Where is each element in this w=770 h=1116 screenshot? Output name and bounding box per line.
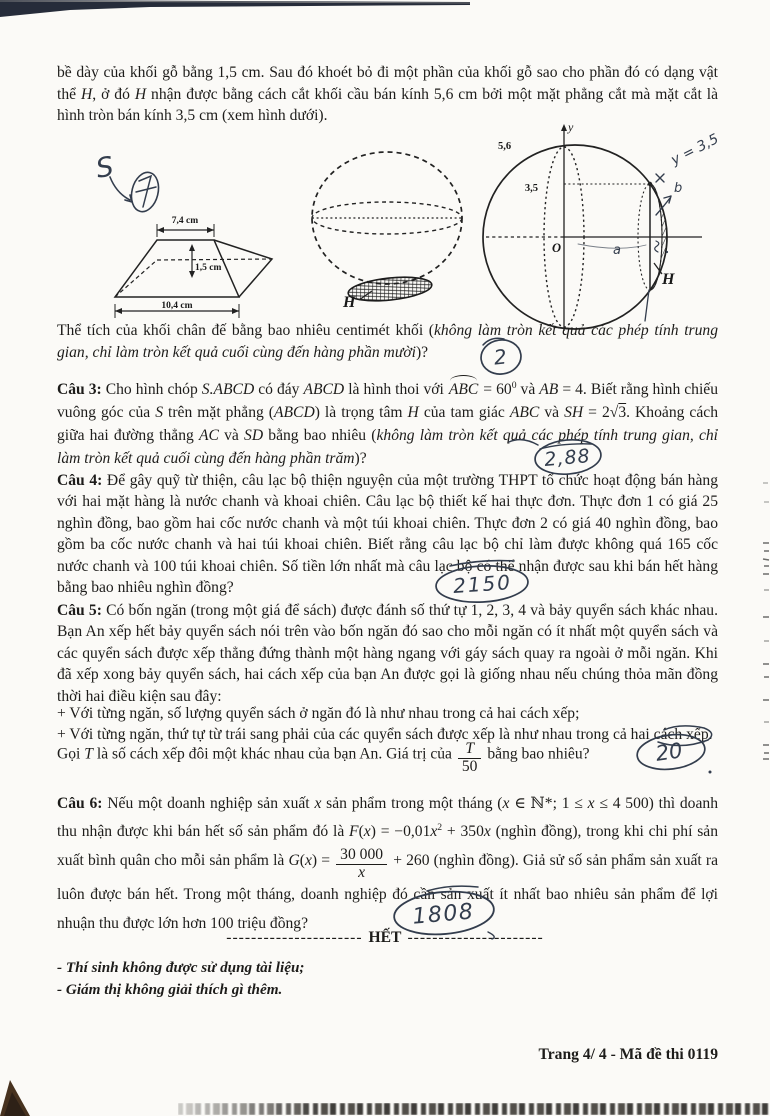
question-4-paragraph: Câu 4: Để gây quỹ từ thiện, câu lạc bộ thiện nguyện của một trường THPT tổ chức hoạt động bán hàng với hai mặt hàng là nước chanh và khoai chiên. Câu lạc bộ thiết kế hai thực đơn. Thực đơn 1 có giá 25 nghìn đồng, bao gồm hai cốc nước chanh và một túi khoai chiên. Thực đơn 2 có giá 40 nghìn đồng, bao gồm ba cốc nước chanh và hai túi khoai chiên. Biết rằng câu lạc bộ chỉ làm được không quá 165 cốc nước chanh và 100 túi khoai chiên. Số tiền lớn nhất mà câu lạc bộ có thể nhận được sau khi bán hết hàng bằng bao nhiêu nghìn đồng? (57, 472, 718, 597)
question-3-paragraph: Câu 3: Cho hình chóp S.ABCD có đáy ABCD là hình thoi với ABC = $60^0$ và AB = 4. Biết rằng hình chiếu vuông góc của S trên mặt phẳng (ABCD) là trọng tâm H của tam giác ABC và SH = 2√3. Khoảng cách giữa hai đường thẳng AC và SD bằng bao nhiêu (không làm tròn kết quả các phép tính trung gian, chỉ làm tròn kết quả cuối cùng đến hàng phần trăm)? (57, 377, 718, 470)
pen-underline-q6 (427, 886, 478, 891)
pedestal-thickness-label: 1,5 cm (195, 263, 222, 273)
question-5-bullet-2: + Với từng ngăn, thứ tự từ trái sang phải của các quyển sách được xếp là như nhau trong cả hai cách xếp. (57, 726, 713, 743)
intro-paragraph: bề dày của khối gỗ bằng 1,5 cm. Sau đó khoét bỏ đi một phần của khối gỗ sao cho phần đó có dạng vật thể H, ở đó H nhận được bằng cách cắt khối cầu bán kính 5,6 cm bởi một mặt phẳng cắt mà mặt cắt là hình tròn bán kính 3,5 cm (xem hình dưới). (57, 64, 718, 124)
origin-label: O (552, 241, 562, 255)
pen-underline-q3 (540, 444, 592, 449)
sphere-cap-label: H (343, 294, 356, 311)
pedestal-top-width-label: 7,4 cm (171, 216, 199, 226)
svg-text:1808: 1808 (411, 899, 476, 930)
svg-text:20: 20 (654, 738, 684, 766)
y-axis-label: y (568, 120, 574, 134)
page-number-label: Trang 4/ 4 - Mã đề thi 0119 (538, 1046, 718, 1063)
scan-bottom-smudge (178, 1103, 770, 1115)
pen-oval-bullet2 (658, 726, 712, 746)
volume-question-paragraph: Thể tích của khối chân đế bằng bao nhiêu centimét khối (không làm tròn kết quả các phép tính trung gian, chỉ làm tròn kết quả cuối cùng đến hàng phần mười)? (57, 322, 718, 361)
question-5-paragraph: Câu 5: Có bốn ngăn (trong một giá để sách) được đánh số thứ tự 1, 2, 3, 4 và bảy quyển sách khác nhau. Bạn An xếp hết bảy quyển sách nói trên vào bốn ngăn đó sao cho mỗi ngăn có ít nhất một quyển sách và các quyển sách được xếp thẳng đứng thành một hàng ngang với gáy sách quay ra ngoài ở mỗi ngăn. Khi đã xếp xong bảy quyển sách, hai cách xếp của bạn An được gọi là giống nhau nếu chúng thỏa mãn đồng thời hai điều kiện sau đây: (57, 602, 718, 705)
svg-text:2: 2 (492, 344, 508, 370)
handwritten-y-equals: y = 3,5 (668, 131, 722, 169)
dashes-left: ---------------------- (226, 929, 363, 946)
handwritten-s: S (93, 151, 116, 185)
question-5-final-line: Gọi T là số cách xếp đôi một khác nhau của bạn An. Giá trị của $\frac{T}{50}$ bằng bao nhiêu? (57, 740, 590, 775)
radius-label: 5,6 (498, 141, 512, 152)
het-label: HẾT (368, 929, 402, 946)
scan-edge-ticks (763, 483, 769, 759)
handwritten-b: b (674, 181, 683, 196)
question-6-paragraph: Câu 6: Nếu một doanh nghiệp sản xuất x sản phẩm trong một tháng (x ∈ ℕ*; 1 ≤ x ≤ 4 500) thì doanh thu nhận được khi bán hết số sản phẩm đó là $F(x) = -0,01x^2 + 350x$ (nghìn đồng), trong khi chi phí sản xuất bình quân cho mỗi sản phẩm là G(x) = $\frac{30 000}{x}$ + 260 (nghìn đồng). Giả sử số sản phẩm sản xuất ra luôn được bán hết. Trong một tháng, doanh nghiệp đó cần sản xuất ít nhất bao nhiêu sản phẩm để lợi nhuận thu được lớn hơn 100 triệu đồng? (57, 795, 718, 932)
footer-note-2: - Giám thị không giải thích gì thêm. (57, 981, 283, 998)
cut-radius-label: 3,5 (524, 183, 538, 194)
footer-note-1: - Thí sinh không được sử dụng tài liệu; (57, 959, 305, 976)
cross-section-cap-label: H (662, 271, 675, 288)
pedestal-bottom-width-label: 10,4 cm (161, 301, 193, 311)
pen-underline-q4 (450, 561, 514, 566)
question-5-bullet-1: + Với từng ngăn, số lượng quyển sách ở ngăn đó là như nhau trong cả hai cách xếp; (57, 705, 580, 722)
svg-text:2,88: 2,88 (543, 445, 592, 471)
dashes-right: ---------------------- (407, 929, 544, 946)
handwritten-a: a (613, 243, 621, 258)
svg-text:2150: 2150 (452, 569, 513, 599)
